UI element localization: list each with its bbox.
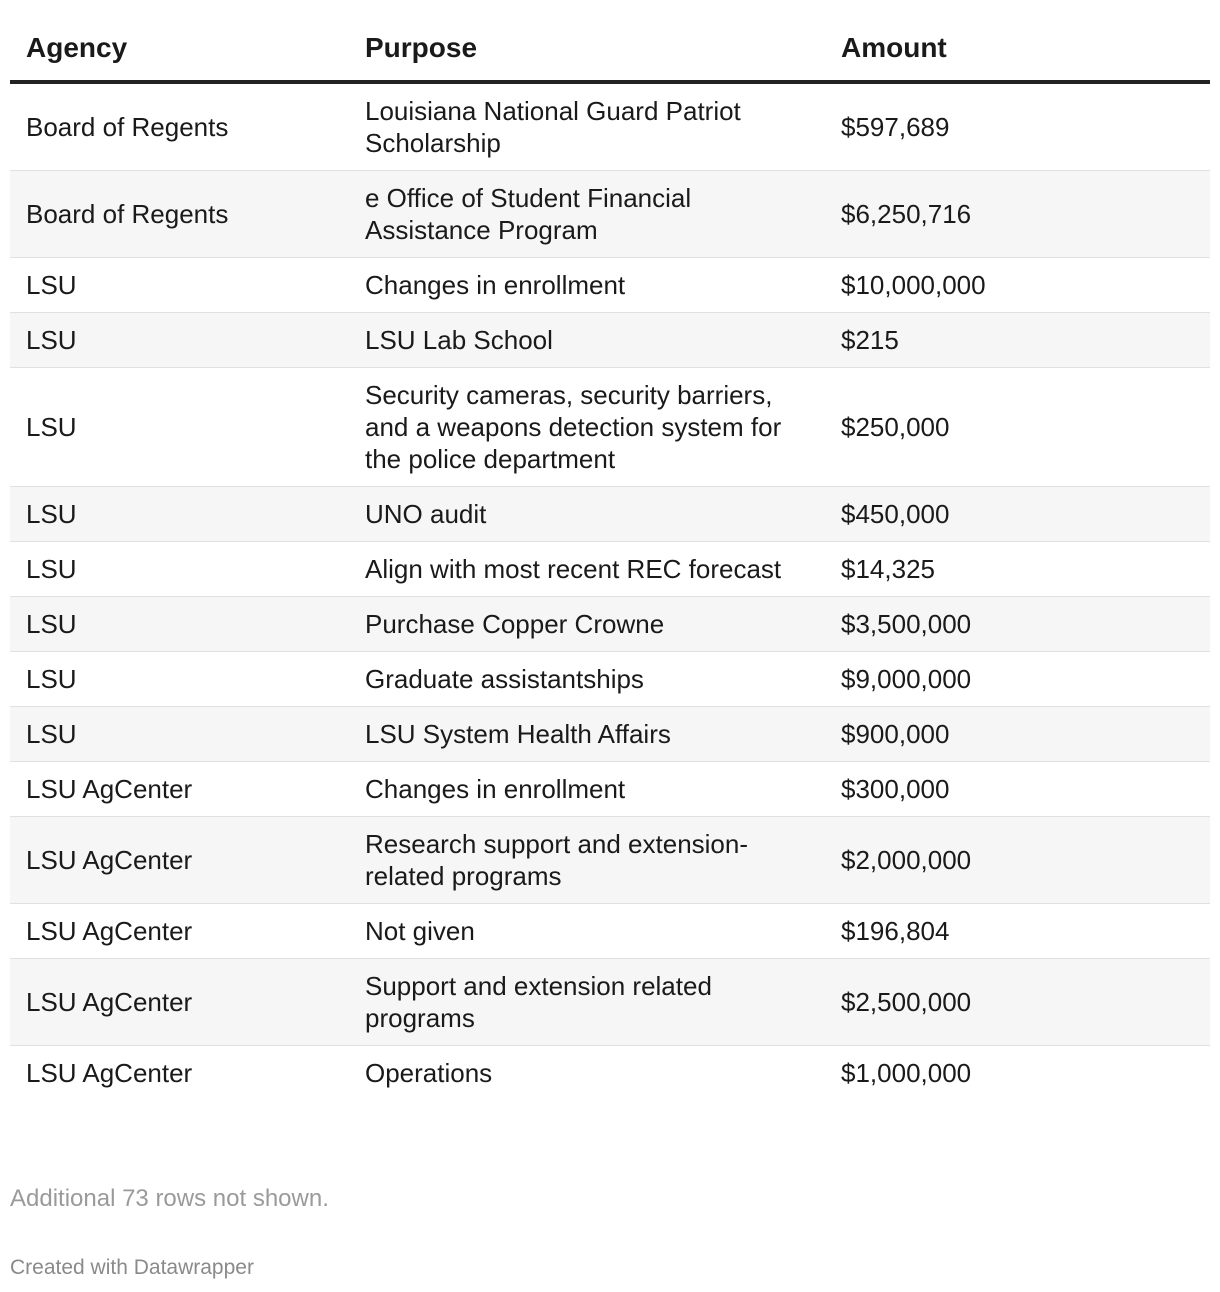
cell-agency: LSU AgCenter: [10, 762, 349, 817]
cell-agency: LSU AgCenter: [10, 904, 349, 959]
cell-purpose: Operations: [349, 1046, 831, 1101]
datawrapper-credit: Created with Datawrapper: [10, 1256, 254, 1279]
table-row: [10, 1046, 1210, 1101]
cell-amount: $14,325: [831, 542, 1210, 597]
data-table-container: [10, 30, 1210, 1100]
cell-agency: LSU AgCenter: [10, 1046, 349, 1101]
cell-purpose: Research support and extension-related programs: [349, 817, 831, 904]
column-header-agency[interactable]: Agency: [10, 30, 349, 82]
cell-agency: LSU: [10, 487, 349, 542]
cell-agency: LSU: [10, 258, 349, 313]
cell-purpose: Not given: [349, 904, 831, 959]
cell-amount: $2,000,000: [831, 817, 1210, 904]
table-row: [10, 313, 1210, 368]
cell-amount: $1,000,000: [831, 1046, 1210, 1101]
table-row: [10, 171, 1210, 258]
cell-purpose: Louisiana National Guard Patriot Scholarship: [349, 82, 831, 171]
cell-purpose: Support and extension related programs: [349, 959, 831, 1046]
column-header-purpose[interactable]: Purpose: [349, 30, 831, 82]
cell-amount: $9,000,000: [831, 652, 1210, 707]
cell-agency: LSU AgCenter: [10, 817, 349, 904]
table-row: [10, 597, 1210, 652]
cell-purpose: e Office of Student Financial Assistance Program: [349, 171, 831, 258]
table-row: [10, 258, 1210, 313]
cell-agency: LSU: [10, 368, 349, 487]
table-row: [10, 904, 1210, 959]
table-row: [10, 817, 1210, 904]
cell-purpose: Changes in enrollment: [349, 762, 831, 817]
cell-amount: $300,000: [831, 762, 1210, 817]
table-header-row: [10, 30, 1210, 82]
cell-amount: $2,500,000: [831, 959, 1210, 1046]
cell-purpose: LSU System Health Affairs: [349, 707, 831, 762]
cell-agency: LSU AgCenter: [10, 959, 349, 1046]
cell-purpose: UNO audit: [349, 487, 831, 542]
cell-purpose: Purchase Copper Crowne: [349, 597, 831, 652]
cell-purpose: Graduate assistantships: [349, 652, 831, 707]
cell-agency: LSU: [10, 597, 349, 652]
cell-amount: $3,500,000: [831, 597, 1210, 652]
cell-agency: LSU: [10, 707, 349, 762]
table-row: [10, 82, 1210, 171]
column-header-amount[interactable]: Amount: [831, 30, 1210, 82]
cell-amount: $597,689: [831, 82, 1210, 171]
cell-purpose: Changes in enrollment: [349, 258, 831, 313]
cell-agency: Board of Regents: [10, 171, 349, 258]
table-row: [10, 959, 1210, 1046]
rows-not-shown-note: Additional 73 rows not shown.: [10, 1185, 329, 1212]
table-body: [10, 82, 1210, 1100]
cell-amount: $215: [831, 313, 1210, 368]
cell-purpose: LSU Lab School: [349, 313, 831, 368]
cell-amount: $196,804: [831, 904, 1210, 959]
cell-agency: LSU: [10, 542, 349, 597]
cell-agency: LSU: [10, 313, 349, 368]
table-row: [10, 652, 1210, 707]
cell-amount: $6,250,716: [831, 171, 1210, 258]
cell-amount: $250,000: [831, 368, 1210, 487]
table-row: [10, 762, 1210, 817]
table-row: [10, 487, 1210, 542]
cell-amount: $450,000: [831, 487, 1210, 542]
table-row: [10, 542, 1210, 597]
cell-amount: $900,000: [831, 707, 1210, 762]
cell-amount: $10,000,000: [831, 258, 1210, 313]
data-table: [10, 30, 1210, 1100]
cell-purpose: Align with most recent REC forecast: [349, 542, 831, 597]
cell-purpose: Security cameras, security barriers, and a weapons detection system for the police department: [349, 368, 831, 487]
table-row: [10, 707, 1210, 762]
cell-agency: LSU: [10, 652, 349, 707]
table-row: [10, 368, 1210, 487]
cell-agency: Board of Regents: [10, 82, 349, 171]
